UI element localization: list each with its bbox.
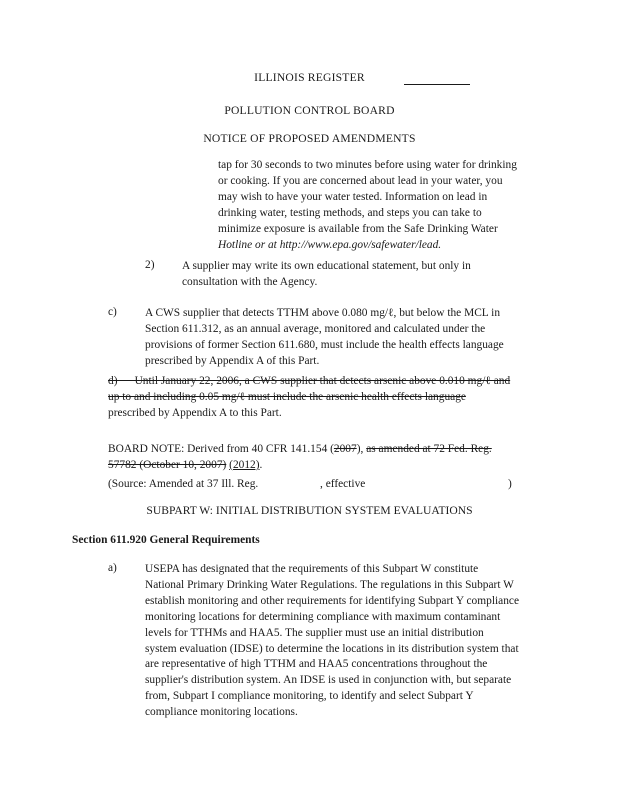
paragraph-line: provisions of former Section 611.680, must include the health effects language: [145, 338, 504, 351]
paragraph-line: supplier's distribution system. An IDSE is used in conjunction with, but separate: [145, 674, 512, 687]
paragraph-line: may wish to have your water tested. Information on lead in: [218, 190, 488, 203]
period: .: [259, 458, 263, 471]
struck-date: 57782 (October 10, 2007): [108, 458, 227, 471]
source-effective: , effective: [320, 478, 366, 490]
board-note-text: BOARD NOTE: Derived from 40 CFR 141.154 (: [108, 443, 334, 455]
register-underline: [404, 84, 470, 85]
paragraph-line: prescribed by Appendix A of this Part.: [145, 354, 320, 367]
item-2-text: [182, 259, 522, 291]
item-2-label: 2): [145, 259, 155, 271]
notice-title: NOTICE OF PROPOSED AMENDMENTS: [203, 132, 416, 145]
paragraph-line: system evaluation (IDSE) to determine the locations in its distribution system that: [145, 642, 519, 655]
struck-line: up to and including 0.05 mg/ℓ must include the arsenic health effects language: [108, 390, 466, 403]
paragraph-line: drinking water, testing methods, and steps you can take to: [218, 206, 482, 219]
paragraph-line: prescribed by Appendix A to this Part.: [108, 406, 282, 419]
paragraph-line: USEPA has designated that the requirements of this Subpart W constitute: [145, 563, 479, 575]
register-title: ILLINOIS REGISTER: [254, 71, 365, 84]
inserted-year: (2012): [229, 458, 260, 471]
paragraph-line: are representative of high TTHM and HAA5 concentrations throughout the: [145, 658, 488, 671]
board-note: [108, 442, 528, 474]
item-a-label: a): [108, 562, 117, 574]
paragraph-line: establish monitoring and other requirements for identifying Subpart Y compliance: [145, 594, 520, 607]
section-heading: Section 611.920 General Requirements: [72, 534, 260, 546]
item-c-label: c): [108, 306, 117, 318]
paragraph-line: from, Subpart I compliance monitoring, to identify and select Subpart Y: [145, 690, 474, 703]
item-d-struck: [108, 374, 528, 422]
board-title: POLLUTION CONTROL BOARD: [224, 104, 395, 117]
paragraph-line: Section 611.312, as an annual average, monitored and calculated under the: [145, 322, 486, 335]
item-c-text: [145, 306, 525, 370]
item-a-text: [145, 562, 545, 721]
board-note-paren: ),: [356, 443, 367, 455]
paragraph-line: Hotline or at http://www.epa.gov/safewater/lead.: [218, 238, 442, 251]
subpart-title: SUBPART W: INITIAL DISTRIBUTION SYSTEM EVALUATIONS: [146, 504, 473, 517]
paragraph-line: A supplier may write its own educational statement, but only in: [182, 260, 471, 272]
paragraph-line: tap for 30 seconds to two minutes before using water for drinking: [218, 159, 517, 171]
paragraph-line: National Primary Drinking Water Regulations. The regulations in this Subpart W: [145, 578, 514, 591]
source-open: (Source: Amended at 37 Ill. Reg.: [108, 478, 259, 490]
paragraph-line: levels for TTHMs and HAA5. The supplier must use an initial distribution: [145, 626, 484, 639]
struck-year: 2007: [333, 443, 357, 455]
paragraph-line: monitoring locations for determining compliance with maximum contaminant: [145, 610, 501, 623]
source-close: ): [508, 478, 512, 490]
struck-line: d) Until January 22, 2006, a CWS supplier that detects arsenic above 0.010 mg/ℓ and: [108, 375, 511, 387]
paragraph-line: compliance monitoring locations.: [145, 706, 298, 719]
paragraph-line: consultation with the Agency.: [182, 275, 318, 288]
paragraph-line: or cooking. If you are concerned about lead in your water, you: [218, 174, 503, 187]
continued-paragraph: [218, 158, 548, 253]
paragraph-line: minimize exposure is available from the Safe Drinking Water: [218, 222, 498, 235]
paragraph-line: A CWS supplier that detects TTHM above 0.080 mg/ℓ, but below the MCL in: [145, 307, 501, 319]
struck-text: as amended at 72 Fed. Reg.: [366, 443, 492, 455]
